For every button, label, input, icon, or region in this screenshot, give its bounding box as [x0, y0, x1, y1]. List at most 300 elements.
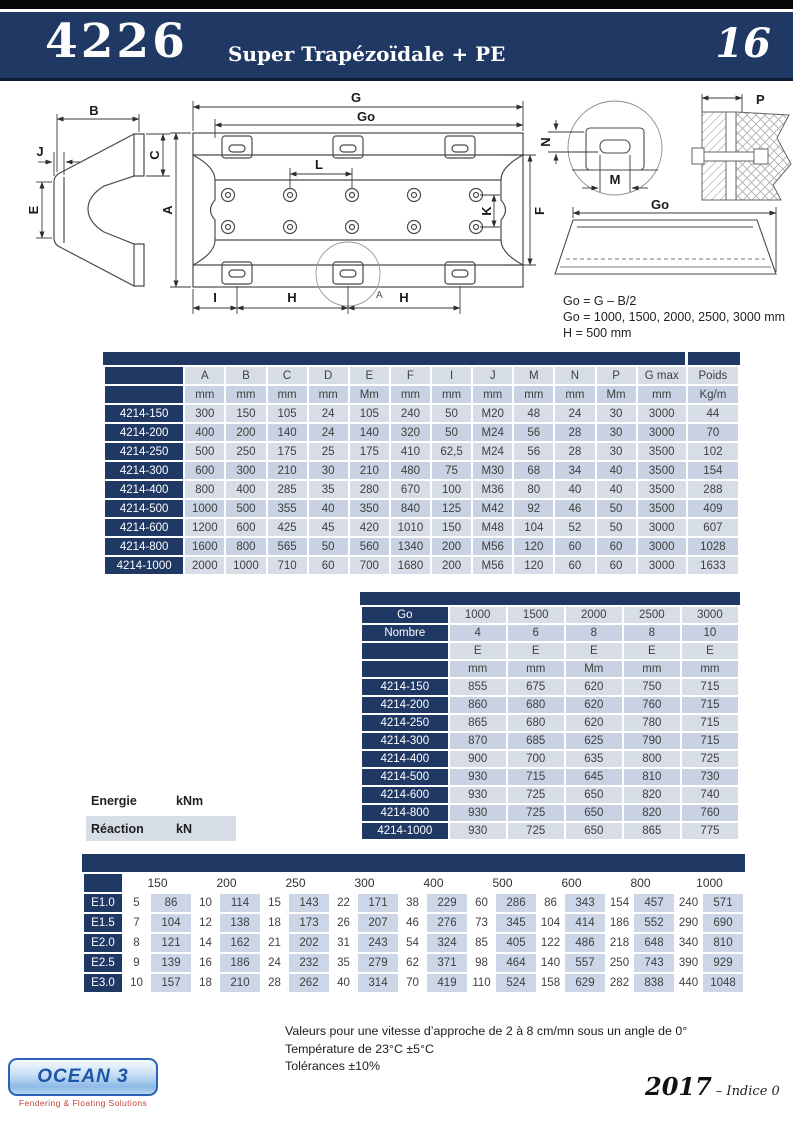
table-row: [362, 787, 738, 803]
dim-value: 1000: [226, 557, 265, 574]
energy-value: 552: [634, 914, 674, 932]
dim-value: 30: [597, 405, 636, 422]
energy-value: 138: [220, 914, 260, 932]
row-label: 4214-800: [105, 538, 183, 555]
go-e-value: 865: [624, 823, 680, 839]
dimensions-table-section: [103, 352, 740, 576]
header-value: 1000: [450, 607, 506, 623]
dim-label-f: F: [532, 207, 547, 215]
go-e-value: 725: [682, 751, 738, 767]
energie-unit: kNm: [176, 793, 204, 808]
go-e-value: 715: [682, 679, 738, 695]
units-legend: [86, 788, 236, 844]
table-row: [362, 805, 738, 821]
dim-value: 288: [688, 481, 738, 498]
row-label: 4214-600: [362, 787, 448, 803]
dim-value: 355: [268, 500, 307, 517]
reaction-value: 390: [676, 954, 701, 972]
header-value: E: [682, 643, 738, 659]
dim-value: 30: [597, 443, 636, 460]
energy-value: 929: [703, 954, 743, 972]
reaction-value: 12: [193, 914, 218, 932]
reaction-value: 340: [676, 934, 701, 952]
dim-value: 210: [268, 462, 307, 479]
dim-value: M24: [473, 443, 512, 460]
dim-value: 1000: [185, 500, 224, 517]
row-label: 4214-500: [105, 500, 183, 517]
mounting-section-view: [692, 94, 791, 200]
table-row: [105, 443, 738, 460]
dim-value: 28: [555, 443, 594, 460]
energy-row: [84, 914, 743, 932]
go-e-value: 725: [508, 823, 564, 839]
dimensions-table-title-band: [103, 352, 740, 365]
reaction-value: 218: [607, 934, 632, 952]
nombre-row: [362, 625, 738, 641]
column-header-row: [105, 367, 738, 384]
reaction-value: 154: [607, 894, 632, 912]
go-e-value: 625: [566, 733, 622, 749]
dim-value: 125: [432, 500, 471, 517]
dim-value: 600: [226, 519, 265, 536]
go-e-value: 930: [450, 769, 506, 785]
energy-value: 207: [358, 914, 398, 932]
header-value: E: [508, 643, 564, 659]
dim-label-n: N: [538, 137, 553, 147]
go-title-band-main: [360, 592, 740, 605]
dim-value: M20: [473, 405, 512, 422]
energy-value: 1048: [703, 974, 743, 992]
column-header: A: [185, 367, 224, 384]
go-e-value: 870: [450, 733, 506, 749]
note-approach-speed: Valeurs pour une vitesse d’approche de 2 à 8 cm/mn sous un angle de 0°: [285, 1024, 688, 1038]
energy-value: 838: [634, 974, 674, 992]
dim-value: 409: [688, 500, 738, 517]
go-e-value: 725: [508, 787, 564, 803]
reaction-value: 250: [607, 954, 632, 972]
go-e-value: 650: [566, 805, 622, 821]
reaction-row: [86, 816, 236, 841]
row-label: E3.0: [84, 974, 122, 992]
dim-value: 350: [350, 500, 389, 517]
dim-label-l: L: [315, 157, 323, 172]
dim-value: 500: [226, 500, 265, 517]
row-label: E1.0: [84, 894, 122, 912]
table-row: [105, 500, 738, 517]
column-header: F: [391, 367, 430, 384]
table-row: [362, 733, 738, 749]
reaction-value: 9: [124, 954, 149, 972]
header-value: E: [566, 643, 622, 659]
dim-value: 480: [391, 462, 430, 479]
corner-cell: [105, 386, 183, 403]
energy-value: 629: [565, 974, 605, 992]
dim-value: 300: [226, 462, 265, 479]
dim-value: 24: [555, 405, 594, 422]
column-header: Poids: [688, 367, 738, 384]
reaction-value: 35: [331, 954, 356, 972]
logo-pill: [8, 1058, 158, 1096]
dim-value: 3000: [638, 424, 686, 441]
dim-value: 140: [268, 424, 307, 441]
energy-value: 486: [565, 934, 605, 952]
go-e-value: 900: [450, 751, 506, 767]
dim-value: M42: [473, 500, 512, 517]
energy-value: 324: [427, 934, 467, 952]
dim-value: 3000: [638, 557, 686, 574]
dim-value: 80: [514, 481, 553, 498]
dim-value: 710: [268, 557, 307, 574]
dim-value: 175: [350, 443, 389, 460]
go-e-value: 865: [450, 715, 506, 731]
dim-value: 1028: [688, 538, 738, 555]
title-band-poids: [688, 352, 740, 365]
unit-cell: Kg/m: [688, 386, 738, 403]
header-value: 10: [682, 625, 738, 641]
reaction-value: 16: [193, 954, 218, 972]
row-label: 4214-400: [105, 481, 183, 498]
energy-value: 810: [703, 934, 743, 952]
energy-value: 143: [289, 894, 329, 912]
energy-value: 314: [358, 974, 398, 992]
reaction-value: 158: [538, 974, 563, 992]
dim-value: 200: [432, 557, 471, 574]
go-e-value: 680: [508, 715, 564, 731]
dim-value: 800: [226, 538, 265, 555]
dim-value: 120: [514, 538, 553, 555]
dim-value: 200: [432, 538, 471, 555]
energy-value: 157: [151, 974, 191, 992]
header-value: 2500: [624, 607, 680, 623]
row-label: 4214-150: [362, 679, 448, 695]
unit-cell: mm: [391, 386, 430, 403]
reaction-value: 31: [331, 934, 356, 952]
energy-value: 345: [496, 914, 536, 932]
dim-value: 92: [514, 500, 553, 517]
row-label: 4214-250: [105, 443, 183, 460]
reaction-value: 85: [469, 934, 494, 952]
issue-year: 2017: [645, 1072, 712, 1101]
reaction-value: 38: [400, 894, 425, 912]
go-values-note: Go = 1000, 1500, 2000, 2500, 3000 mm: [563, 310, 786, 324]
group-header: 150: [124, 874, 191, 892]
dim-value: 60: [597, 557, 636, 574]
company-logo: [8, 1058, 158, 1108]
left-profile-view: [54, 134, 144, 286]
row-label: 4214-400: [362, 751, 448, 767]
dim-value: 50: [432, 424, 471, 441]
column-header: P: [597, 367, 636, 384]
dim-value: 154: [688, 462, 738, 479]
energy-table-section: [82, 854, 745, 994]
dim-value: 410: [391, 443, 430, 460]
dim-value: 285: [268, 481, 307, 498]
row-label: Go: [362, 607, 448, 623]
go-e-value: 855: [450, 679, 506, 695]
dim-value: 46: [555, 500, 594, 517]
reaction-value: 70: [400, 974, 425, 992]
row-label: 4214-1000: [105, 557, 183, 574]
reaction-label: Réaction: [91, 821, 144, 836]
reaction-value: 110: [469, 974, 494, 992]
go-e-value: 775: [682, 823, 738, 839]
dim-value: 30: [309, 462, 348, 479]
dim-value: 150: [226, 405, 265, 422]
dim-label-h2: H: [399, 290, 409, 305]
detail-a-label: A: [376, 290, 383, 301]
row-label: 4214-1000: [362, 823, 448, 839]
footer-notes: [285, 1023, 687, 1076]
dim-value: 45: [309, 519, 348, 536]
dim-value: 60: [555, 557, 594, 574]
unit-row: [362, 661, 738, 677]
reaction-value: 46: [400, 914, 425, 932]
logo-text: OCEAN 3: [37, 1066, 129, 1087]
dim-value: 140: [350, 424, 389, 441]
row-label: [362, 661, 448, 677]
dim-value: 420: [350, 519, 389, 536]
dim-label-go-top: Go: [650, 197, 670, 212]
row-label: E1.5: [84, 914, 122, 932]
dim-value: 30: [597, 424, 636, 441]
unit-cell: mm: [185, 386, 224, 403]
table-row: [105, 481, 738, 498]
dim-value: 44: [688, 405, 738, 422]
reaction-value: 8: [124, 934, 149, 952]
unit-cell: Mm: [597, 386, 636, 403]
dim-value: 565: [268, 538, 307, 555]
go-e-value: 760: [624, 697, 680, 713]
dim-value: 56: [514, 443, 553, 460]
go-e-value: 715: [682, 697, 738, 713]
dim-label-i: I: [213, 290, 217, 305]
go-e-value: 635: [566, 751, 622, 767]
reaction-value: 440: [676, 974, 701, 992]
reaction-value: 14: [193, 934, 218, 952]
dim-value: 75: [432, 462, 471, 479]
go-table-title-band: [360, 592, 740, 605]
dim-value: M24: [473, 424, 512, 441]
dim-value: 700: [350, 557, 389, 574]
header-value: mm: [508, 661, 564, 677]
energy-value: 162: [220, 934, 260, 952]
reaction-value: 186: [607, 914, 632, 932]
title-band-main: [103, 352, 685, 365]
reaction-value: 40: [331, 974, 356, 992]
reaction-value: 10: [193, 894, 218, 912]
row-label: 4214-300: [105, 462, 183, 479]
go-e-value: 680: [508, 697, 564, 713]
group-header: 400: [400, 874, 467, 892]
dim-value: 25: [309, 443, 348, 460]
reaction-unit: kN: [176, 821, 192, 836]
table-row: [362, 823, 738, 839]
reaction-value: 15: [262, 894, 287, 912]
dim-value: 560: [350, 538, 389, 555]
dim-value: 1010: [391, 519, 430, 536]
column-header: C: [268, 367, 307, 384]
dim-value: 60: [309, 557, 348, 574]
table-row: [362, 769, 738, 785]
go-e-value: 760: [682, 805, 738, 821]
dim-label-p: P: [756, 92, 765, 107]
energy-value: 464: [496, 954, 536, 972]
dim-value: 320: [391, 424, 430, 441]
go-e-value: 930: [450, 787, 506, 803]
issue-info: [645, 1072, 780, 1101]
reaction-value: 62: [400, 954, 425, 972]
group-header: 500: [469, 874, 536, 892]
dim-value: 28: [555, 424, 594, 441]
dim-value: M56: [473, 538, 512, 555]
header-value: Mm: [566, 661, 622, 677]
dim-value: M48: [473, 519, 512, 536]
dim-label-g: G: [350, 90, 362, 105]
dim-value: 105: [268, 405, 307, 422]
reaction-value: 10: [124, 974, 149, 992]
note-temperature: Température de 23°C ±5°C: [285, 1041, 434, 1056]
group-header: 250: [262, 874, 329, 892]
dim-value: M30: [473, 462, 512, 479]
dim-value: 3500: [638, 500, 686, 517]
go-e-value: 780: [624, 715, 680, 731]
row-label: 4214-500: [362, 769, 448, 785]
dim-value: 840: [391, 500, 430, 517]
energy-value: 571: [703, 894, 743, 912]
go-e-value: 790: [624, 733, 680, 749]
go-e-value: 725: [508, 805, 564, 821]
table-row: [105, 519, 738, 536]
reaction-value: 18: [193, 974, 218, 992]
table-row: [362, 751, 738, 767]
front-view: [193, 133, 523, 306]
go-e-value: 700: [508, 751, 564, 767]
go-e-value: 810: [624, 769, 680, 785]
dim-value: 425: [268, 519, 307, 536]
energy-value: 229: [427, 894, 467, 912]
energie-label: Energie: [91, 793, 137, 808]
go-e-value: 930: [450, 823, 506, 839]
go-e-value: 675: [508, 679, 564, 695]
group-header-row: [84, 874, 743, 892]
top-view: [555, 207, 776, 274]
dim-value: M56: [473, 557, 512, 574]
dim-value: 240: [391, 405, 430, 422]
energy-value: 173: [289, 914, 329, 932]
dim-value: 56: [514, 424, 553, 441]
dim-value: 3500: [638, 462, 686, 479]
dim-value: 70: [688, 424, 738, 441]
unit-cell: mm: [268, 386, 307, 403]
go-e-value: 730: [682, 769, 738, 785]
note-tolerances: Tolérances ±10%: [285, 1059, 380, 1073]
top-black-bar: [0, 0, 793, 9]
dim-label-a: A: [160, 205, 175, 215]
dim-value: 48: [514, 405, 553, 422]
go-e-value: 620: [566, 697, 622, 713]
dim-value: 600: [185, 462, 224, 479]
go-formula-note: Go = G – B/2: [563, 294, 637, 308]
go-e-value: 685: [508, 733, 564, 749]
row-label: 4214-600: [105, 519, 183, 536]
row-label: 4214-150: [105, 405, 183, 422]
reaction-value: 7: [124, 914, 149, 932]
energy-row: [84, 974, 743, 992]
dim-value: 35: [309, 481, 348, 498]
dim-value: 40: [597, 481, 636, 498]
reaction-value: 21: [262, 934, 287, 952]
go-e-value: 820: [624, 805, 680, 821]
dim-value: 150: [432, 519, 471, 536]
dim-value: 100: [432, 481, 471, 498]
go-e-value: 800: [624, 751, 680, 767]
dim-value: 1680: [391, 557, 430, 574]
unit-cell: mm: [473, 386, 512, 403]
dim-label-h1: H: [287, 290, 297, 305]
go-e-value: 715: [682, 715, 738, 731]
header-value: E: [450, 643, 506, 659]
reaction-value: 282: [607, 974, 632, 992]
go-e-value: 750: [624, 679, 680, 695]
dim-value: 670: [391, 481, 430, 498]
energy-value: 171: [358, 894, 398, 912]
technical-drawing: [0, 88, 793, 350]
e-row: [362, 643, 738, 659]
dim-value: 2000: [185, 557, 224, 574]
dim-value: 3000: [638, 538, 686, 555]
energy-value: 371: [427, 954, 467, 972]
header-value: 4: [450, 625, 506, 641]
column-header: D: [309, 367, 348, 384]
column-header: N: [555, 367, 594, 384]
column-header: I: [432, 367, 471, 384]
dim-value: 105: [350, 405, 389, 422]
go-e-value: 645: [566, 769, 622, 785]
dim-value: 24: [309, 424, 348, 441]
unit-cell: mm: [226, 386, 265, 403]
energy-value: 210: [220, 974, 260, 992]
dim-value: 300: [185, 405, 224, 422]
reaction-value: 290: [676, 914, 701, 932]
row-label: [362, 643, 448, 659]
energy-row: [84, 894, 743, 912]
reaction-value: 60: [469, 894, 494, 912]
dim-label-c: C: [147, 150, 162, 160]
reaction-value: 98: [469, 954, 494, 972]
table-row: [362, 715, 738, 731]
dim-value: 50: [597, 519, 636, 536]
group-header: 600: [538, 874, 605, 892]
row-label: E2.0: [84, 934, 122, 952]
dim-value: 1633: [688, 557, 738, 574]
dim-value: 1600: [185, 538, 224, 555]
dim-value: 280: [350, 481, 389, 498]
energy-value: 743: [634, 954, 674, 972]
dim-value: 24: [309, 405, 348, 422]
energy-value: 524: [496, 974, 536, 992]
go-e-value: 930: [450, 805, 506, 821]
unit-cell: mm: [555, 386, 594, 403]
table-row: [362, 697, 738, 713]
unit-row: [105, 386, 738, 403]
column-header: B: [226, 367, 265, 384]
issue-revision: – Indice 0: [715, 1084, 780, 1099]
dim-label-b: B: [89, 103, 99, 118]
dim-value: 250: [226, 443, 265, 460]
go-e-value: 715: [508, 769, 564, 785]
dim-label-j: J: [36, 144, 44, 159]
header-value: 2000: [566, 607, 622, 623]
